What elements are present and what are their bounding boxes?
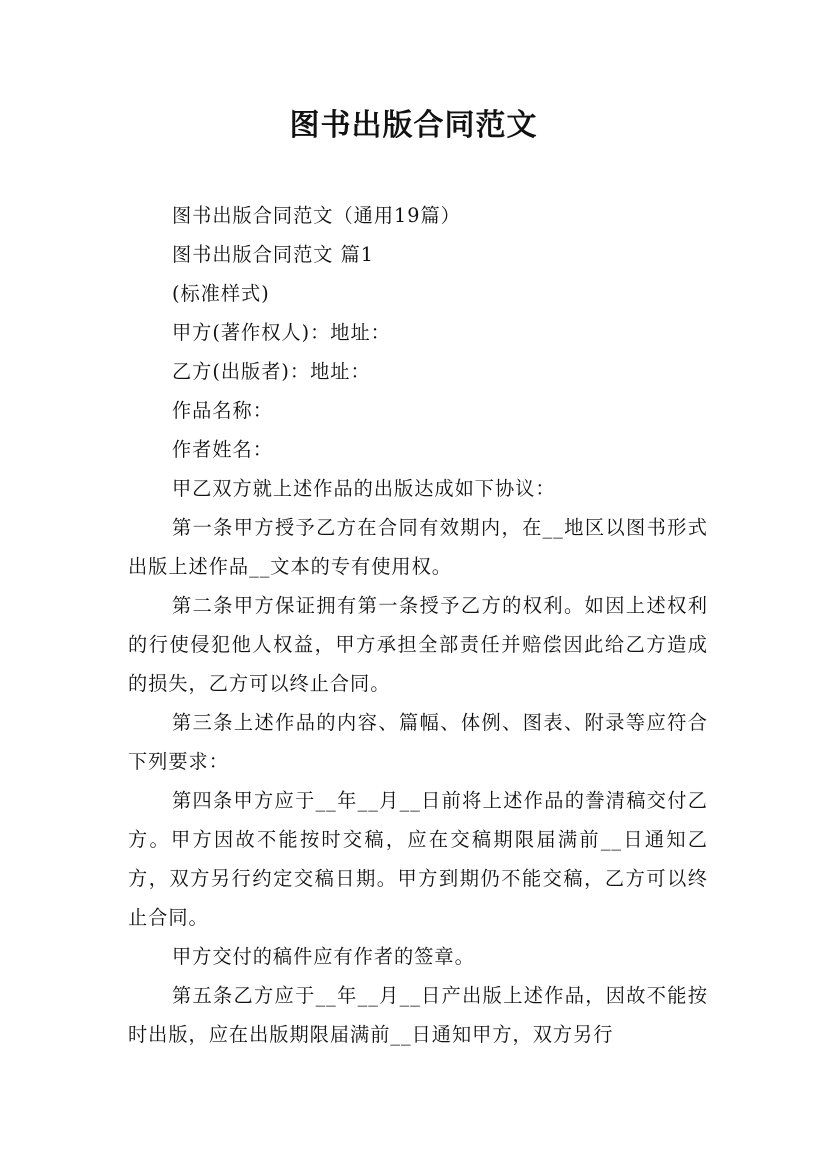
- paragraph: (标准样式): [172, 282, 270, 305]
- document-title: 图书出版合同范文: [289, 108, 538, 143]
- paragraph: 作者姓名：: [172, 438, 273, 461]
- paragraph: 乙方(出版者)：地址：: [172, 360, 371, 383]
- document-body: [128, 196, 708, 1054]
- paragraph: 第五条乙方应于__年__月__日产出版上述作品，因故不能按时出版，应在出版期限届满前__日通知甲方，双方另行: [128, 984, 708, 1046]
- paragraph: 甲方交付的稿件应有作者的签章。: [172, 945, 475, 968]
- paragraph: 图书出版合同范文（通用19篇）: [172, 204, 461, 227]
- paragraph: 甲方(著作权人)：地址：: [172, 321, 391, 344]
- paragraph: 甲乙双方就上述作品的出版达成如下协议：: [172, 477, 556, 500]
- paragraph: 第三条上述作品的内容、篇幅、体例、图表、附录等应符合下列要求：: [128, 711, 708, 773]
- paragraph: 图书出版合同范文 篇1: [172, 243, 374, 266]
- paragraph: 作品名称：: [172, 399, 273, 422]
- paragraph: 第四条甲方应于__年__月__日前将上述作品的誊清稿交付乙方。甲方因故不能按时交稿，应在交稿期限届满前__日通知乙方，双方另行约定交稿日期。甲方到期仍不能交稿，乙方可以终止合同。: [128, 789, 708, 929]
- paragraph: 第二条甲方保证拥有第一条授予乙方的权利。如因上述权利的行使侵犯他人权益，甲方承担全部责任并赔偿因此给乙方造成的损失，乙方可以终止合同。: [128, 594, 708, 695]
- paragraph: 第一条甲方授予乙方在合同有效期内，在__地区以图书形式出版上述作品__文本的专有使用权。: [128, 516, 708, 578]
